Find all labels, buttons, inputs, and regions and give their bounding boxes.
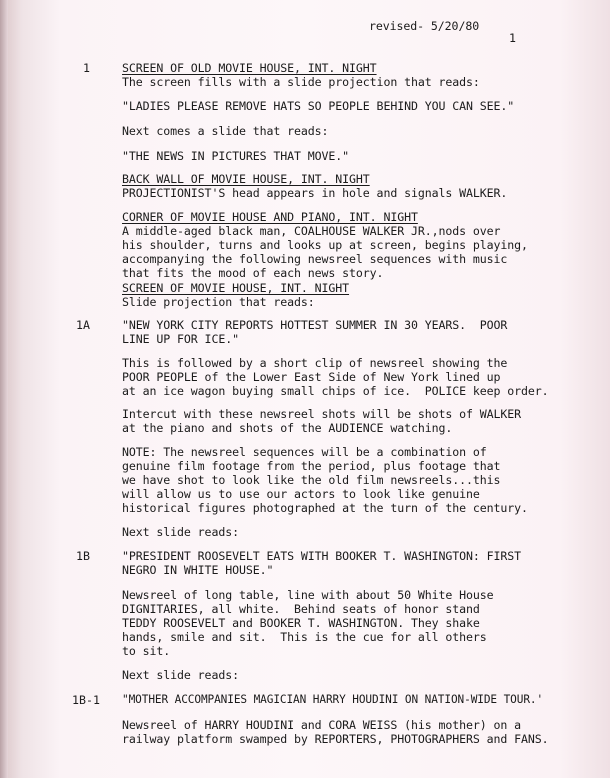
action-line: Intercut with these newsreel shots will be shots of WALKER	[122, 407, 522, 421]
action-line: Next comes a slide that reads:	[122, 124, 329, 138]
action-line: This is followed by a short clip of newsreel showing the	[122, 356, 508, 370]
action-line: that fits the mood of each news story.	[122, 266, 384, 280]
action-line: Next slide reads:	[122, 525, 239, 539]
scene-number-1B-1: 1B-1	[72, 693, 100, 707]
slide-quote: "THE NEWS IN PICTURES THAT MOVE."	[122, 149, 350, 163]
action-line: DIGNITARIES, all white. Behind seats of honor stand	[122, 602, 480, 616]
action-line: POOR PEOPLE of the Lower East Side of New York lined up	[122, 370, 501, 384]
action-line: at the piano and shots of the AUDIENCE watching.	[122, 421, 453, 435]
slide-quote: "LADIES PLEASE REMOVE HATS SO PEOPLE BEHIND YOU CAN SEE."	[122, 99, 515, 113]
revision-date: revised- 5/20/80	[369, 19, 480, 33]
action-line: railway platform swamped by REPORTERS, PHOTOGRAPHERS and FANS.	[122, 732, 549, 746]
action-line: Newsreel of long table, line with about 50 White House	[122, 588, 494, 602]
slide-quote: LINE UP FOR ICE."	[122, 332, 239, 346]
page-number: 1	[509, 31, 516, 45]
action-line: Slide projection that reads:	[122, 295, 315, 309]
action-line: to sit.	[122, 644, 171, 658]
note-line: will allow us to use our actors to look like genuine	[122, 487, 480, 501]
scene-heading-back-wall: BACK WALL OF MOVIE HOUSE, INT. NIGHT	[122, 172, 370, 186]
action-line: accompanying the following newsreel sequences with music	[122, 252, 508, 266]
scene-heading-corner-piano: CORNER OF MOVIE HOUSE AND PIANO, INT. NIGHT	[122, 210, 418, 224]
slide-quote: "PRESIDENT ROOSEVELT EATS WITH BOOKER T. WASHINGTON: FIRST	[122, 549, 522, 563]
action-line: Newsreel of HARRY HOUDINI and CORA WEISS (his mother) on a	[122, 718, 522, 732]
action-line: at an ice wagon buying small chips of ice. POLICE keep order.	[122, 384, 549, 398]
scene-heading-old-movie-house: SCREEN OF OLD MOVIE HOUSE, INT. NIGHT	[122, 61, 377, 75]
scene-number-1: 1	[83, 61, 90, 75]
scene-heading-screen: SCREEN OF MOVIE HOUSE, INT. NIGHT	[122, 281, 350, 295]
slide-quote: "MOTHER ACCOMPANIES MAGICIAN HARRY HOUDINI ON NATION-WIDE TOUR.'	[122, 693, 544, 706]
note-line: historical figures photographed at the turn of the century.	[122, 501, 528, 515]
action-line: A middle-aged black man, COALHOUSE WALKER JR.,nods over	[122, 224, 501, 238]
scene-number-1A: 1A	[76, 318, 90, 332]
action-line: his shoulder, turns and looks up at screen, begins playing,	[122, 238, 528, 252]
note-line: NOTE: The newsreel sequences will be a combination of	[122, 445, 487, 459]
slide-quote: NEGRO IN WHITE HOUSE."	[122, 563, 274, 577]
action-line: The screen fills with a slide projection that reads:	[122, 75, 480, 89]
action-line: hands, smile and sit. This is the cue for all others	[122, 630, 487, 644]
slide-quote: "NEW YORK CITY REPORTS HOTTEST SUMMER IN 30 YEARS. POOR	[122, 318, 508, 332]
page-binding-edge	[0, 0, 8, 778]
scene-number-1B: 1B	[76, 549, 90, 563]
action-line: PROJECTIONIST'S head appears in hole and signals WALKER.	[122, 186, 508, 200]
note-line: we have shot to look like the old film newsreels...this	[122, 473, 501, 487]
note-line: genuine film footage from the period, plus footage that	[122, 459, 501, 473]
action-line: Next slide reads:	[122, 668, 239, 682]
action-line: TEDDY ROOSEVELT and BOOKER T. WASHINGTON. They shake	[122, 616, 480, 630]
